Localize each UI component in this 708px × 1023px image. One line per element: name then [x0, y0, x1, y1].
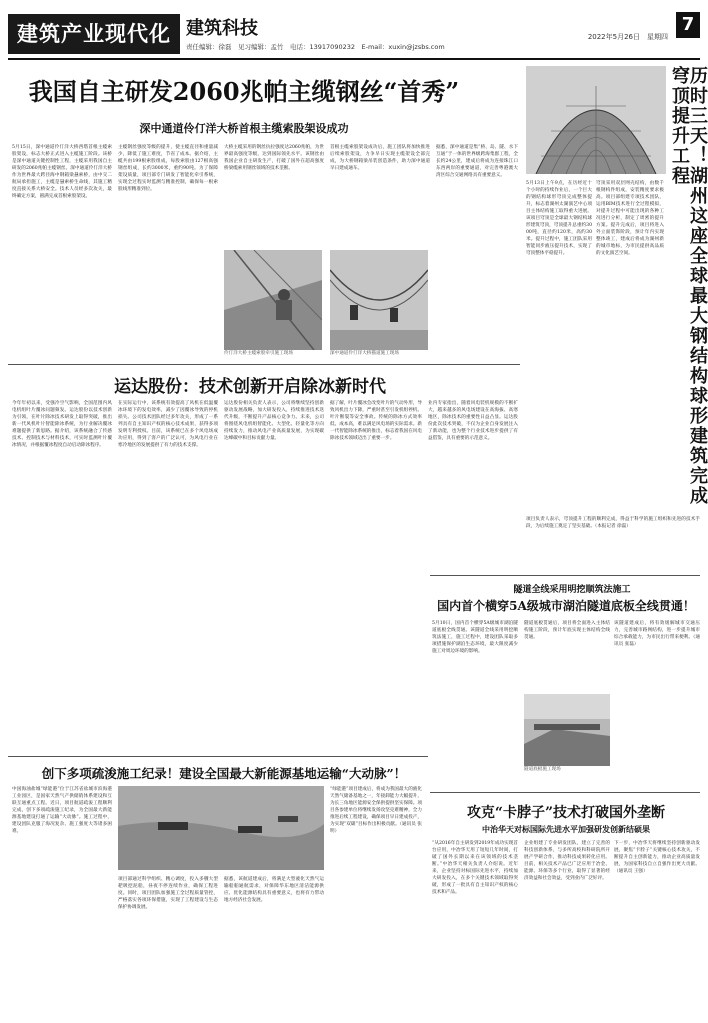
article4-kicker: 隧道全线采用明挖顺筑法施工: [513, 585, 631, 595]
article1-body-col4: 首根主缆索股架设成功后，施工团队将加快推进后续索股架设，力争早日实现主缆架设全部完成，为大桥钢箱梁吊装创造条件，助力深中通道早日建成通车。: [330, 145, 430, 171]
article4-body-col3: 该隧道建成后，将有效缓解城市交通压力，完善城市路网结构，进一步提升城市综合承载能力，为市民出行带来便利。（通讯员 张磊）: [614, 621, 700, 647]
article4-body-col2: 隧道底板贯通后，项目将全面进入主体结构施工阶段，预计年底实现主体结构全线贯通。: [524, 621, 610, 640]
article6-body-col1: “从2016年自主研发到2019年成功实现首台应用，中冶华天用了短短几年时间，打破了国外长期以来在该领域的技术垄断。”中冶华天相关负责人介绍说。近年来，企业坚持对标国际先进水平，持续加大研发投入，在多个关键技术领域取得突破，形成了一批具有自主知识产权的核心技术和产品。: [432, 841, 518, 895]
article2-body-col2: 穹顶采用双层网壳结构，由数千根钢构件组成，安装精度要求极高。项目部组建专项技术团队，运用BIM技术进行全过程模拟，对提升过程中可能出现的各种工况进行分析，制定了周密的提升方案。提升完成后，项目将进入外立面装饰阶段，预计年内实现整体竣工，建成后将成为湖州新的城市地标，为市民提供高品质的文化演艺空间。: [596, 181, 664, 256]
article1-photo2-caption: 深中通道伶仃洋大桥猫道施工现场: [330, 351, 399, 356]
article4-headline: 国内首个横穿5A级城市湖泊隧道底板全线贯通！: [437, 599, 695, 613]
header-rule: [8, 58, 700, 60]
article1-photo1: [224, 250, 322, 350]
article4-photo: [524, 694, 610, 766]
article3-body-col2: 在实际运行中，该系统有效提高了风机在低温覆冰环境下的发电效率，减少了因覆冰导致的停机损失。公司技术团队经过多年攻关，形成了一系列具有自主知识产权的核心技术成果，获得多项发明专利授权。目前，该系统已在多个风电场成功应用，得到了客户的广泛认可，为风电行业在寒冷地区的发展提供了有力的技术支撑。: [118, 401, 218, 448]
article2-vertical-headline: 历时三天！湖州这座全球最大钢结构球形建筑完成穹顶提升工程: [669, 66, 708, 506]
article5-body-col3: 据悉，该航道建成后，将满足大型液化天然气运输船舶通航需求，对保障华东地区清洁能源供应、优化能源结构具有重要意义，也将有力带动地方经济社会发展。: [224, 877, 324, 903]
article3-body-col3: 运达股份相关负责人表示，公司将继续坚持创新驱动发展战略，加大研发投入，持续推进技术迭代升级，不断提升产品核心竞争力。未来，公司将围绕风电机组智能化、大型化、轻量化等方向持续发力，推动风电产业高质量发展，为实现碳达峰碳中和目标贡献力量。: [224, 401, 324, 441]
article1-photo2: [330, 250, 428, 350]
section-title: 建筑科技: [186, 18, 258, 39]
article6-body-col3: 下一步，中冶华天将继续坚持创新驱动发展，聚焦“卡脖子”关键核心技术攻关，不断提升自主创新能力，推动企业高质量发展，为国家科技自立自强作出更大贡献。（通讯员 王强）: [614, 841, 700, 874]
article1-subheadline: 深中通道伶仃洋大桥首根主缆索股架设成功: [139, 122, 349, 135]
article2-body-tail: 项目负责人表示，穹顶提升工程的顺利完成，得益于科学的施工组织和先进的技术手段，为后续施工奠定了坚实基础。（本报记者 徐磊）: [526, 517, 700, 529]
article3-body-col5: 业内专家指出，随着风电装机规模的不断扩大，越来越多的风电场建设在高海拔、高寒地区，除冰技术的重要性日益凸显。运达股份此次技术突破，不仅为企业自身发展注入了新动能，也为整个行业技术进步提供了有益借鉴，具有重要的示范意义。: [428, 401, 518, 441]
masthead: 建筑产业现代化: [8, 14, 180, 54]
divider-1: [8, 364, 520, 365]
article5-body-col1: 中国海油盐城“绿能港”位于江苏省盐城市滨海港工业园区，是国家天然气产供储销体系建设和互联互通重点工程。近日，项目航道疏浚工程顺利完成，创下多项疏浚施工纪录，为全国最大新能源基地建设打通了运输“大动脉”。施工过程中，建设团队克服了海况复杂、施工强度大等诸多困难。: [12, 787, 112, 834]
article3-body-col4: 据了解，叶片覆冰会改变叶片的气动外形，导致风机出力下降，严重时甚至引发机组停机、叶片断裂等安全事故。传统的除冰方式效率低、成本高，难以满足风电场的实际需求。新一代智能除冰系统的推出，标志着我国在风电除冰技术领域迈出了重要一步。: [330, 401, 422, 441]
issue-date: 2022年5月26日 星期四: [587, 33, 668, 41]
article5-photo: [118, 786, 324, 870]
divider-4: [430, 792, 700, 793]
article1-headline: 我国自主研发2060兆帕主缆钢丝“首秀”: [28, 77, 460, 106]
article3-body-col1: 今年年初以来，受强冷空气影响，全国范围内风电机组叶片覆冰问题频发。运达股份以技术创新为引领，在叶片除冰技术研发上取得突破，推出新一代风机叶片智能除冰系统，为行业解决覆冰难题提供了新思路。据介绍，该系统融合了传感技术、控制技术与材料技术，可实时监测叶片覆冰情况，并根据覆冰程度自动启动除冰程序。: [12, 401, 112, 448]
article1-photo1-caption: 伶仃洋大桥主缆索股牵引施工现场: [224, 351, 293, 356]
article6-body-col2: 企业组建了专业研发团队，建立了完善的科技创新体系，与多所高校和科研院所开展产学研合作，推动科技成果转化应用。目前，相关技术产品已广泛应用于冶金、能源、环保等多个行业，取得了显著的经济效益和社会效益，受到业内广泛好评。: [524, 841, 610, 881]
article4-body-col1: 5月10日，国内首个横穿5A级城市湖泊隧道底板全线贯通。该隧道全线采用明挖顺筑法施工，施工过程中，建设团队采取多项措施保护湖泊生态环境，最大限度减少施工对周边环境的影响。: [432, 621, 518, 654]
article6-subheadline: 中治华天对标国际先进水平加强研发创新结硕果: [482, 824, 650, 834]
article5-body-col4: “绿能港”项目建成后，将成为我国最大的液化天然气储备基地之一，年接卸能力大幅提升，为长三角地区能源安全保供提供坚实保障。项目各参建单位将继续发扬攻坚克难精神，全力推进后续工程建设，确保项目早日建成投产，为实现“双碳”目标作出积极贡献。（通讯员 张明）: [330, 787, 422, 834]
article6-headline: 攻克“卡脖子”技术打破国外垄断: [466, 805, 666, 821]
article3-headline: 运达股份：技术创新开启除冰新时代: [114, 377, 386, 397]
divider-2: [430, 575, 700, 576]
article1-body-col1: 5月15日，深中通道伶仃洋大桥西塔首根主缆索股架设，标志大桥正式进入主缆施工阶段。该桥是深中通道关键控制性工程，主缆采用我国自主研发的2060兆帕主缆钢丝。深中通道伶仃洋大桥作为世界最大跨径海中钢箱梁悬索桥，由中交二航局承担施工，主缆是悬索桥生命线，其施工精度直接关系大桥安全。技术人员经多次攻关，最终确定方案，圆满完成首根索股架设。: [12, 145, 112, 199]
article2-body-col1: 5月13日上午9点，在历经近十个小时的持续作业后，一个巨大的钢结构球形穹顶完成整体提升，标志着湖州太湖演艺中心项目主体结构施工取得重大进展。该项目穹顶是全球最大钢结构球形建筑穹顶，穹顶提升总重约3000吨，直径约120米，高约30米。提升过程中，施工团队采用智能同步液压提升技术，实现了穹顶整体平稳提升。: [526, 181, 592, 256]
article2-photo: [526, 66, 666, 174]
article5-body-col2: 项目部通过科学组织、精心调度，投入多艘大型耙吸挖泥船，昼夜不停连续作业，确保工程进度。同时，项目团队加强施工全过程质量管控，严格落实各项环保措施，实现了工程建设与生态保护协调发展。: [118, 877, 218, 910]
editor-info: 责任编辑：徐磊 见习编辑：孟竹 电话：13917090232 E-mail：xuxin@jzsbs.com: [186, 43, 445, 51]
article4-photo-caption: 隧道底板施工现场: [524, 767, 561, 772]
article1-body-col2: 主缆钢丝强度等级的提升，使主缆直径和重量减少，降低了施工难度，节省了成本。据介绍，主缆共由199根索股组成，每股索股由127根高强钢丝组成，长约3000米，重约90吨。为了保障架设质量，项目部专门研发了智能化牵引系统，实现全过程实时监测与精准控制，确保每一根索股线形精准到位。: [118, 145, 218, 192]
article1-body-col5: 据悉，深中通道是集“桥、岛、隧、水下互通”于一体的世界级跨海集群工程，全长约24公里，建成后将成为连接珠江口东西两岸的重要通道，对完善粤港澳大湾区综合交通网络具有重要意义。: [436, 145, 518, 178]
page-number: 7: [676, 12, 700, 38]
article5-headline: 创下多项疏浚施工纪录！建设全国最大新能源基地运输“大动脉”！: [41, 766, 407, 781]
divider-3: [8, 756, 428, 757]
article1-body-col3: 大桥主缆采用的钢丝抗拉强度达2060兆帕，为世界最高强度等级，达到国际领先水平。该钢丝由我国企业自主研发生产，打破了国外在超高强度桥梁缆索用钢丝领域的技术垄断。: [224, 145, 324, 171]
